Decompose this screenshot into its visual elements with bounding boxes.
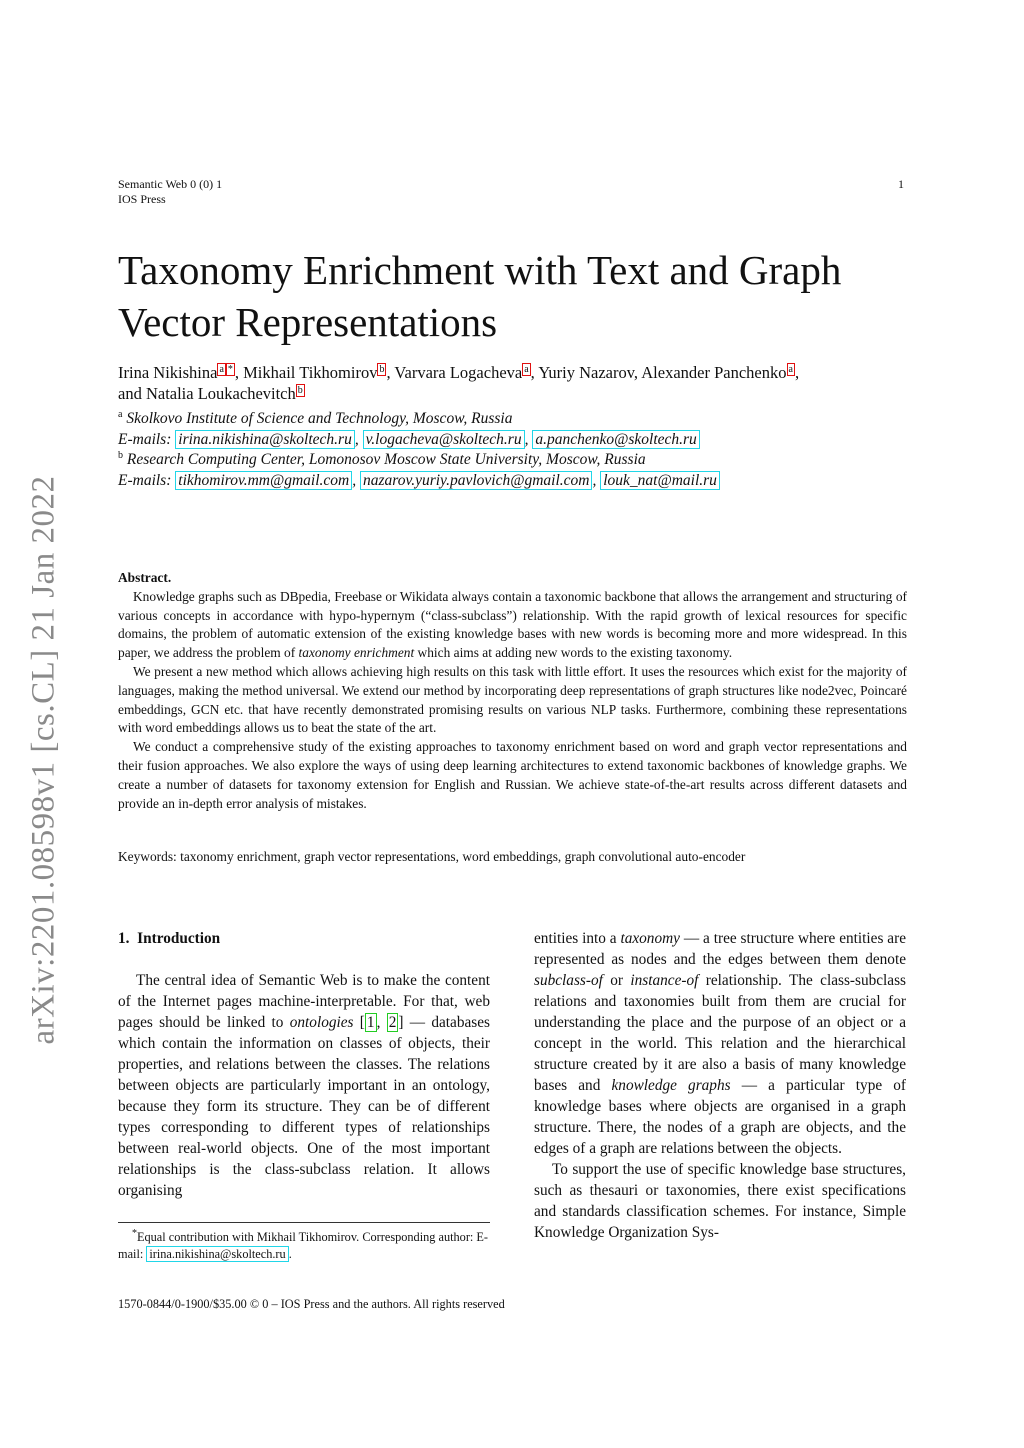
abstract-paragraph-2: We present a new method which allows achieving high results on this task with little effort. It uses the resources which exist for the majority of languages, making the method universal. We extend our method by incorporating deep representations of graph structures like node2vec, Poincaré embeddings, GCN etc. that have recently demonstrated promising results on various NLP tasks. Furthermore, combining these representations with word embeddings allows us to beat the state of the art. <box>118 663 907 736</box>
affiliation-link[interactable]: b <box>379 363 385 375</box>
keywords: Keywords: taxonomy enrichment, graph vector representations, word embeddings, graph convolutional auto-encoder <box>118 849 746 864</box>
affiliation-a: $^a$ Skolkovo Institute of Science and Technology, Moscow, Russia E-mails: irina.nikishina@skoltech.ru , v.logacheva@skoltech.ru , a.panchenko@skoltech.ru <box>118 409 908 450</box>
page-number: 1 <box>898 177 904 191</box>
author-name: Yuriy Nazarov <box>538 363 634 382</box>
author-list: Irina Nikishina $^{a *}$ , Mikhail Tikhomirov $^b$ , Varvara Logacheva $^a$ , Yuriy Nazarov, Alexander Panchenko $^a$ , and Natalia Loukachevitch $^b$ <box>118 363 800 403</box>
affiliation-mark: b <box>118 449 123 461</box>
affiliation-mark: a <box>118 408 123 420</box>
citation-link[interactable]: 2 <box>388 1014 397 1031</box>
abstract-paragraph-3: We conduct a comprehensive study of the existing approaches to taxonomy enrichment based on word and graph vector representations and their fusion approaches. We also explore the ways of using deep learning architectures to extend taxonomic backbones of knowledge graphs. We create a number of datasets for taxonomy extension for English and Russian. We achieve state-of-the-art results across different datasets and provide an in-depth error analysis of mistakes. <box>118 739 907 811</box>
affiliation-link[interactable]: a <box>524 363 529 375</box>
title-line-2: Vector Representations <box>118 299 498 345</box>
footnote-rule <box>118 1222 490 1223</box>
affiliation-link[interactable]: a <box>788 363 793 375</box>
email-link[interactable]: irina.nikishina@skoltech.ru <box>175 430 355 449</box>
affiliation-name: Research Computing Center, Lomonosov Moscow State University, Moscow, Russia <box>126 451 646 468</box>
affiliation-link[interactable]: b <box>297 384 303 396</box>
author-name: Varvara Logacheva <box>394 363 523 382</box>
publisher-name: IOS Press <box>118 192 166 206</box>
abstract <box>118 569 907 813</box>
affiliation-b: $^b$ Research Computing Center, Lomonosov Moscow State University, Moscow, Russia E-mails: tikhomirov.mm@gmail.com , nazarov.yuriy.pavlovich@gmail.com , louk_nat@mail.ru <box>118 450 908 491</box>
emails-label: E-mails: <box>118 430 172 448</box>
author-name: Mikhail Tikhomirov <box>243 363 378 382</box>
email-link[interactable]: irina.nikishina@skoltech.ru <box>146 1246 288 1262</box>
copyright-line: 1570-0844/0-1900/$35.00 © 0 – IOS Press and the authors. All rights reserved <box>118 1297 505 1311</box>
abstract-paragraph-1: Knowledge graphs such as DBpedia, Freebase or Wikidata always contain a taxonomic backbone that allows the arrangement and structuring of various concepts in accordance with hypo-hypernym (“class-subclass”) relationship. With the rapid growth of lexical resources for specific domains, the problem of automatic extension of the existing knowledge bases with new words is becoming more and more widespread. In this paper, we address the problem of taxonomy enrichment which aims at adding new words to the existing taxonomy. <box>118 588 907 661</box>
section-heading: 1. Introduction <box>118 930 221 947</box>
left-column <box>118 928 490 1201</box>
affiliation-name: Skolkovo Institute of Science and Technology, Moscow, Russia <box>126 410 513 427</box>
intro-paragraph-1: The central idea of Semantic Web is to make the content of the Internet pages machine-interpretable. For that, web pages should be linked to ontologies [ 1 , 2 ] — databases which contain the information on classes of objects, their properties, and relations between the classes. The relations between objects are particularly important in an ontology, because they form its structure. They can be of different types corresponding to different types of relationships between real-world objects. One of the most important relationships is the class-subclass relation. It allows organising <box>118 972 490 1199</box>
running-header <box>118 177 222 207</box>
email-link[interactable]: v.logacheva@skoltech.ru <box>363 430 525 449</box>
emails-label: E-mails: <box>118 471 172 489</box>
author-name: Irina Nikishina <box>118 363 218 382</box>
affiliation-link[interactable]: a <box>219 363 224 375</box>
intro-paragraph-1-cont: entities into a taxonomy — a tree structure where entities are represented as nodes and the edges between them denote subclass-of or instance-of relationship. The class-subclass relations and taxonomies built from them are crucial for understanding the place and the purpose of an object or a concept in the world. This relation and the hierarchical structure created by it are also a basis of many knowledge bases and knowledge graphs — a particular type of knowledge bases where objects are organised in a graph structure. There, the nodes of a graph are objects, and the edges of a graph are relations between the objects. <box>534 930 907 1157</box>
email-link[interactable]: louk_nat@mail.ru <box>600 471 720 490</box>
email-link[interactable]: nazarov.yuriy.pavlovich@gmail.com <box>360 471 592 490</box>
abstract-heading: Abstract. <box>118 570 172 585</box>
author-name: Alexander Panchenko <box>641 363 787 382</box>
arxiv-sidebar-stamp: arXiv:2201.08598v1 [cs.CL] 21 Jan 2022 <box>25 475 62 1045</box>
journal-name: Semantic Web 0 (0) 1 <box>118 177 223 191</box>
email-link[interactable]: tikhomirov.mm@gmail.com <box>175 471 352 490</box>
footnote: *Equal contribution with Mikhail Tikhomirov. Corresponding author: E-mail: irina.nikishina@skoltech.ru . <box>118 1227 489 1261</box>
citation-link[interactable]: 1 <box>366 1014 375 1031</box>
paper-title <box>118 244 841 348</box>
footnote-link[interactable]: * <box>227 363 233 375</box>
right-column <box>534 928 906 1243</box>
intro-paragraph-2: To support the use of specific knowledge base structures, such as thesauri or taxonomies, there exist specifications and standards classification schemes. For instance, Simple Knowledge Organization Sys- <box>534 1161 906 1241</box>
title-line-1: Taxonomy Enrichment with Text and Graph <box>118 247 842 293</box>
author-name: Natalia Loukachevitch <box>145 384 296 403</box>
email-link[interactable]: a.panchenko@skoltech.ru <box>532 430 699 449</box>
footnote-mark: * <box>132 1227 137 1239</box>
